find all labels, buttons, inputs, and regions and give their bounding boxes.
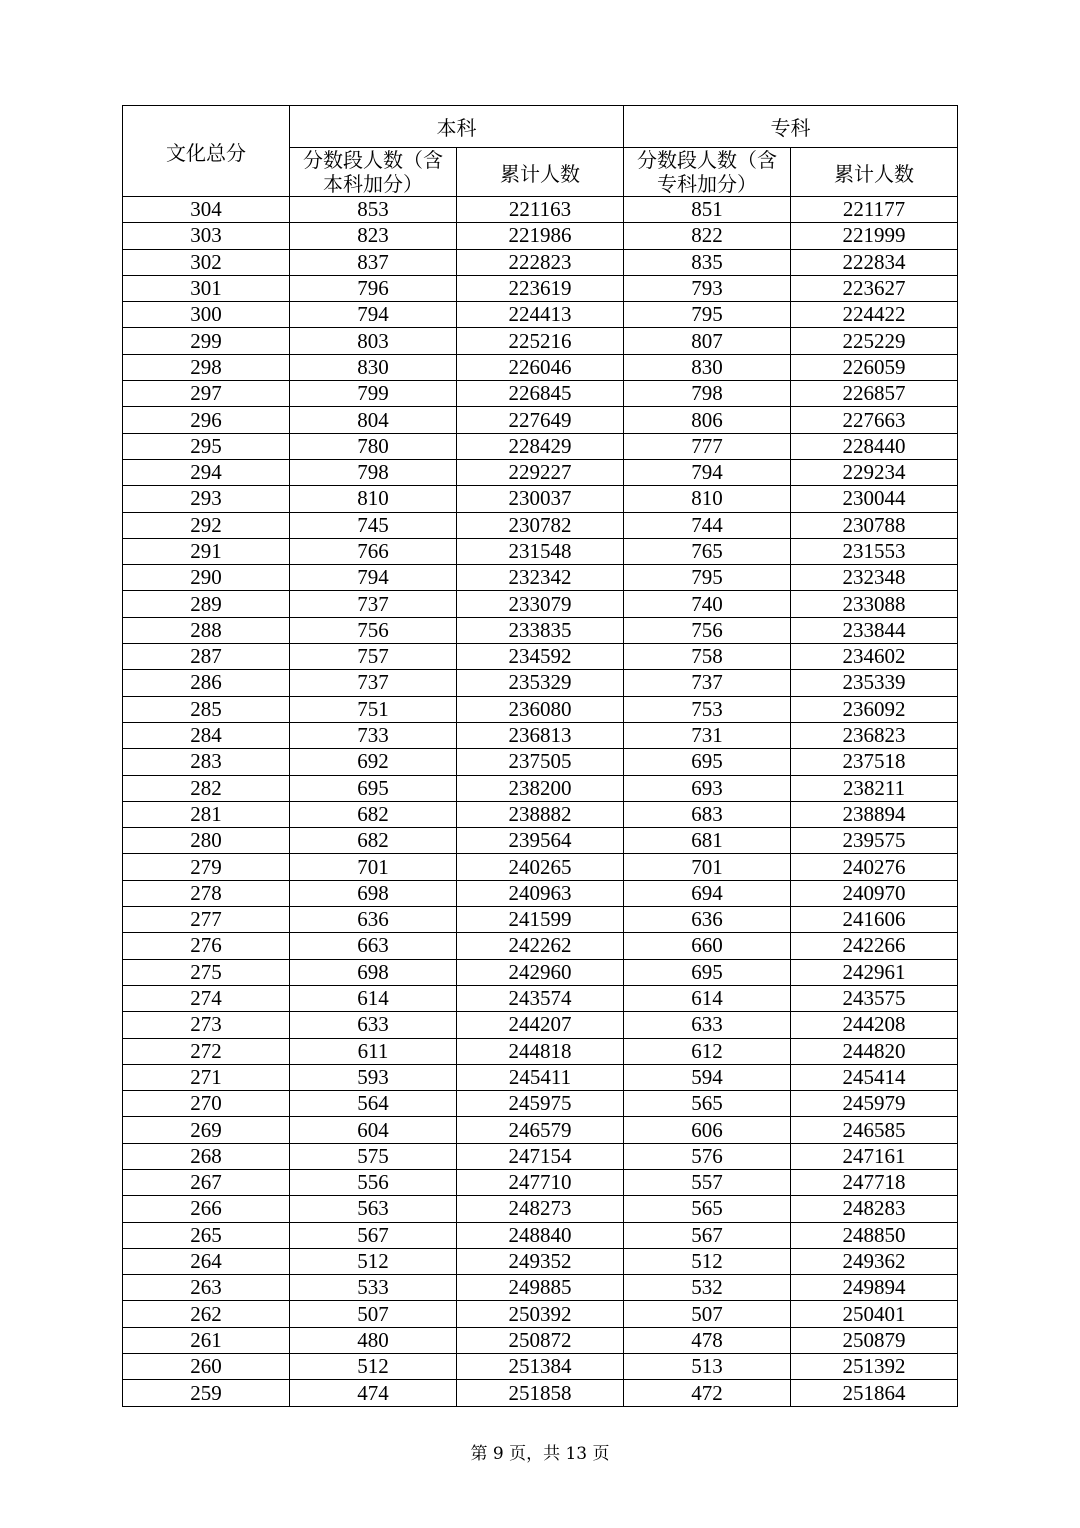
zhuanke-cumulative-cell: 238211 [791, 775, 958, 801]
zhuanke-segment-count-cell: 612 [624, 1038, 791, 1064]
benke-segment-count-cell: 614 [290, 985, 457, 1011]
score-cell: 277 [123, 907, 290, 933]
benke-segment-count-cell: 611 [290, 1038, 457, 1064]
table-row [123, 775, 958, 801]
table-row [123, 907, 958, 933]
benke-cumulative-cell: 249352 [457, 1248, 624, 1274]
table-row [123, 749, 958, 775]
zhuanke-cumulative-cell: 249362 [791, 1248, 958, 1274]
score-cell: 260 [123, 1354, 290, 1380]
zhuanke-cumulative-cell: 244208 [791, 1012, 958, 1038]
benke-segment-count-cell: 663 [290, 933, 457, 959]
benke-cumulative-cell: 249885 [457, 1275, 624, 1301]
zhuanke-segment-count-cell: 793 [624, 275, 791, 301]
zhuanke-cumulative-cell: 227663 [791, 407, 958, 433]
zhuanke-segment-count-cell: 636 [624, 907, 791, 933]
benke-cumulative-cell: 233835 [457, 617, 624, 643]
table-row [123, 1354, 958, 1380]
zhuanke-cumulative-cell: 243575 [791, 985, 958, 1011]
benke-segment-count-cell: 737 [290, 591, 457, 617]
zhuanke-cumulative-cell: 226857 [791, 381, 958, 407]
score-cell: 267 [123, 1169, 290, 1195]
benke-cumulative-cell: 228429 [457, 433, 624, 459]
benke-segment-count-cell: 692 [290, 749, 457, 775]
table-row [123, 1117, 958, 1143]
score-cell: 297 [123, 381, 290, 407]
zhuanke-cumulative-cell: 224422 [791, 302, 958, 328]
table-row [123, 1143, 958, 1169]
benke-segment-count-cell: 563 [290, 1196, 457, 1222]
zhuanke-cumulative-cell: 245979 [791, 1091, 958, 1117]
zhuanke-segment-count-cell: 795 [624, 565, 791, 591]
table-row [123, 1301, 958, 1327]
zhuanke-segment-count-cell: 594 [624, 1064, 791, 1090]
score-cell: 280 [123, 828, 290, 854]
score-cell: 261 [123, 1327, 290, 1353]
score-cell: 296 [123, 407, 290, 433]
zhuanke-cumulative-cell: 228440 [791, 433, 958, 459]
benke-segment-count-cell: 745 [290, 512, 457, 538]
zhuanke-cumulative-cell: 246585 [791, 1117, 958, 1143]
score-cell: 270 [123, 1091, 290, 1117]
zhuanke-cumulative-cell: 232348 [791, 565, 958, 591]
zhuanke-segment-count-cell: 744 [624, 512, 791, 538]
zhuanke-cumulative-cell: 233088 [791, 591, 958, 617]
benke-segment-count-cell: 810 [290, 486, 457, 512]
table-row [123, 959, 958, 985]
header-benke-segment-line2: 本科加分） [323, 172, 423, 196]
header-total-score: 文化总分 [123, 106, 290, 197]
benke-cumulative-cell: 244818 [457, 1038, 624, 1064]
table-row [123, 1091, 958, 1117]
benke-segment-count-cell: 507 [290, 1301, 457, 1327]
table-row [123, 565, 958, 591]
zhuanke-cumulative-cell: 221177 [791, 197, 958, 223]
zhuanke-cumulative-cell: 251864 [791, 1380, 958, 1406]
score-cell: 273 [123, 1012, 290, 1038]
benke-cumulative-cell: 222823 [457, 249, 624, 275]
zhuanke-cumulative-cell: 242266 [791, 933, 958, 959]
zhuanke-cumulative-cell: 226059 [791, 354, 958, 380]
table-row [123, 722, 958, 748]
zhuanke-segment-count-cell: 532 [624, 1275, 791, 1301]
benke-segment-count-cell: 512 [290, 1354, 457, 1380]
page-footer: 第 9 页，共 13 页 [470, 1444, 610, 1464]
zhuanke-segment-count-cell: 633 [624, 1012, 791, 1038]
score-cell: 282 [123, 775, 290, 801]
zhuanke-segment-count-cell: 851 [624, 197, 791, 223]
benke-cumulative-cell: 247154 [457, 1143, 624, 1169]
benke-segment-count-cell: 799 [290, 381, 457, 407]
benke-cumulative-cell: 236080 [457, 696, 624, 722]
score-cell: 264 [123, 1248, 290, 1274]
table-row [123, 486, 958, 512]
table-row [123, 985, 958, 1011]
table-row [123, 1064, 958, 1090]
header-zhuanke-segment-line1: 分数段人数（含 [637, 148, 777, 172]
zhuanke-cumulative-cell: 234602 [791, 644, 958, 670]
table-row [123, 801, 958, 827]
benke-cumulative-cell: 225216 [457, 328, 624, 354]
zhuanke-segment-count-cell: 693 [624, 775, 791, 801]
score-distribution-table [122, 105, 958, 1407]
zhuanke-cumulative-cell: 250879 [791, 1327, 958, 1353]
score-cell: 301 [123, 275, 290, 301]
zhuanke-segment-count-cell: 807 [624, 328, 791, 354]
benke-cumulative-cell: 245975 [457, 1091, 624, 1117]
score-cell: 262 [123, 1301, 290, 1327]
header-zhuanke-segment-line2: 专科加分） [657, 172, 757, 196]
score-cell: 304 [123, 197, 290, 223]
table-row [123, 512, 958, 538]
zhuanke-segment-count-cell: 565 [624, 1091, 791, 1117]
score-cell: 298 [123, 354, 290, 380]
zhuanke-cumulative-cell: 233844 [791, 617, 958, 643]
zhuanke-cumulative-cell: 250401 [791, 1301, 958, 1327]
zhuanke-cumulative-cell: 247161 [791, 1143, 958, 1169]
header-group-benke: 本科 [290, 106, 624, 148]
score-cell: 279 [123, 854, 290, 880]
score-cell: 291 [123, 538, 290, 564]
benke-segment-count-cell: 512 [290, 1248, 457, 1274]
benke-cumulative-cell: 246579 [457, 1117, 624, 1143]
benke-cumulative-cell: 243574 [457, 985, 624, 1011]
zhuanke-cumulative-cell: 239575 [791, 828, 958, 854]
table-row [123, 696, 958, 722]
table-row [123, 644, 958, 670]
zhuanke-cumulative-cell: 240276 [791, 854, 958, 880]
benke-cumulative-cell: 240963 [457, 880, 624, 906]
table-row [123, 223, 958, 249]
zhuanke-segment-count-cell: 614 [624, 985, 791, 1011]
benke-cumulative-cell: 251384 [457, 1354, 624, 1380]
zhuanke-segment-count-cell: 701 [624, 854, 791, 880]
benke-cumulative-cell: 248840 [457, 1222, 624, 1248]
benke-segment-count-cell: 682 [290, 828, 457, 854]
benke-cumulative-cell: 237505 [457, 749, 624, 775]
zhuanke-segment-count-cell: 822 [624, 223, 791, 249]
zhuanke-segment-count-cell: 660 [624, 933, 791, 959]
zhuanke-segment-count-cell: 753 [624, 696, 791, 722]
benke-cumulative-cell: 245411 [457, 1064, 624, 1090]
score-cell: 299 [123, 328, 290, 354]
benke-cumulative-cell: 224413 [457, 302, 624, 328]
zhuanke-segment-count-cell: 795 [624, 302, 791, 328]
benke-cumulative-cell: 242960 [457, 959, 624, 985]
zhuanke-segment-count-cell: 606 [624, 1117, 791, 1143]
zhuanke-cumulative-cell: 236823 [791, 722, 958, 748]
zhuanke-segment-count-cell: 794 [624, 459, 791, 485]
benke-cumulative-cell: 247710 [457, 1169, 624, 1195]
benke-segment-count-cell: 695 [290, 775, 457, 801]
benke-segment-count-cell: 733 [290, 722, 457, 748]
table-body [123, 197, 958, 1407]
benke-segment-count-cell: 794 [290, 302, 457, 328]
zhuanke-cumulative-cell: 244820 [791, 1038, 958, 1064]
table-row [123, 617, 958, 643]
score-cell: 274 [123, 985, 290, 1011]
table-row [123, 197, 958, 223]
table-row [123, 1012, 958, 1038]
zhuanke-cumulative-cell: 221999 [791, 223, 958, 249]
score-cell: 295 [123, 433, 290, 459]
score-cell: 268 [123, 1143, 290, 1169]
score-cell: 278 [123, 880, 290, 906]
zhuanke-segment-count-cell: 694 [624, 880, 791, 906]
benke-cumulative-cell: 230782 [457, 512, 624, 538]
zhuanke-segment-count-cell: 737 [624, 670, 791, 696]
zhuanke-segment-count-cell: 683 [624, 801, 791, 827]
benke-segment-count-cell: 480 [290, 1327, 457, 1353]
zhuanke-cumulative-cell: 241606 [791, 907, 958, 933]
zhuanke-cumulative-cell: 238894 [791, 801, 958, 827]
table-row [123, 1038, 958, 1064]
zhuanke-cumulative-cell: 222834 [791, 249, 958, 275]
benke-segment-count-cell: 796 [290, 275, 457, 301]
zhuanke-segment-count-cell: 765 [624, 538, 791, 564]
table-row [123, 1275, 958, 1301]
table-row [123, 591, 958, 617]
score-cell: 284 [123, 722, 290, 748]
score-cell: 286 [123, 670, 290, 696]
zhuanke-segment-count-cell: 512 [624, 1248, 791, 1274]
benke-segment-count-cell: 837 [290, 249, 457, 275]
zhuanke-segment-count-cell: 557 [624, 1169, 791, 1195]
benke-cumulative-cell: 250872 [457, 1327, 624, 1353]
table-row [123, 1169, 958, 1195]
score-cell: 288 [123, 617, 290, 643]
zhuanke-segment-count-cell: 756 [624, 617, 791, 643]
header-zhuanke-segment-count [624, 148, 791, 197]
benke-segment-count-cell: 853 [290, 197, 457, 223]
table-row [123, 933, 958, 959]
benke-segment-count-cell: 737 [290, 670, 457, 696]
score-cell: 292 [123, 512, 290, 538]
table-row [123, 407, 958, 433]
benke-segment-count-cell: 567 [290, 1222, 457, 1248]
benke-cumulative-cell: 226046 [457, 354, 624, 380]
benke-cumulative-cell: 232342 [457, 565, 624, 591]
zhuanke-segment-count-cell: 681 [624, 828, 791, 854]
benke-cumulative-cell: 229227 [457, 459, 624, 485]
score-cell: 293 [123, 486, 290, 512]
zhuanke-segment-count-cell: 740 [624, 591, 791, 617]
zhuanke-segment-count-cell: 731 [624, 722, 791, 748]
benke-cumulative-cell: 226845 [457, 381, 624, 407]
benke-segment-count-cell: 803 [290, 328, 457, 354]
zhuanke-segment-count-cell: 695 [624, 959, 791, 985]
benke-segment-count-cell: 830 [290, 354, 457, 380]
table-row [123, 381, 958, 407]
benke-cumulative-cell: 234592 [457, 644, 624, 670]
benke-segment-count-cell: 794 [290, 565, 457, 591]
benke-cumulative-cell: 239564 [457, 828, 624, 854]
zhuanke-cumulative-cell: 248850 [791, 1222, 958, 1248]
benke-cumulative-cell: 248273 [457, 1196, 624, 1222]
zhuanke-segment-count-cell: 758 [624, 644, 791, 670]
table-row [123, 459, 958, 485]
table-row [123, 1327, 958, 1353]
zhuanke-cumulative-cell: 230044 [791, 486, 958, 512]
score-cell: 259 [123, 1380, 290, 1406]
zhuanke-segment-count-cell: 576 [624, 1143, 791, 1169]
zhuanke-cumulative-cell: 225229 [791, 328, 958, 354]
header-zhuanke-cumulative: 累计人数 [791, 148, 958, 197]
table-row [123, 538, 958, 564]
zhuanke-segment-count-cell: 810 [624, 486, 791, 512]
benke-segment-count-cell: 698 [290, 959, 457, 985]
benke-cumulative-cell: 235329 [457, 670, 624, 696]
table-row [123, 249, 958, 275]
score-cell: 285 [123, 696, 290, 722]
score-cell: 281 [123, 801, 290, 827]
zhuanke-segment-count-cell: 798 [624, 381, 791, 407]
benke-segment-count-cell: 756 [290, 617, 457, 643]
score-cell: 283 [123, 749, 290, 775]
score-cell: 265 [123, 1222, 290, 1248]
score-cell: 294 [123, 459, 290, 485]
benke-cumulative-cell: 240265 [457, 854, 624, 880]
benke-cumulative-cell: 231548 [457, 538, 624, 564]
benke-segment-count-cell: 766 [290, 538, 457, 564]
zhuanke-cumulative-cell: 237518 [791, 749, 958, 775]
table-row [123, 433, 958, 459]
benke-segment-count-cell: 757 [290, 644, 457, 670]
benke-segment-count-cell: 633 [290, 1012, 457, 1038]
benke-cumulative-cell: 233079 [457, 591, 624, 617]
score-cell: 271 [123, 1064, 290, 1090]
zhuanke-segment-count-cell: 565 [624, 1196, 791, 1222]
table-header [123, 106, 958, 197]
benke-cumulative-cell: 221163 [457, 197, 624, 223]
header-benke-segment-count [290, 148, 457, 197]
zhuanke-cumulative-cell: 235339 [791, 670, 958, 696]
table-row [123, 1222, 958, 1248]
zhuanke-cumulative-cell: 248283 [791, 1196, 958, 1222]
zhuanke-segment-count-cell: 695 [624, 749, 791, 775]
score-cell: 303 [123, 223, 290, 249]
score-cell: 269 [123, 1117, 290, 1143]
benke-cumulative-cell: 242262 [457, 933, 624, 959]
header-group-zhuanke: 专科 [624, 106, 958, 148]
zhuanke-segment-count-cell: 567 [624, 1222, 791, 1248]
zhuanke-cumulative-cell: 229234 [791, 459, 958, 485]
zhuanke-segment-count-cell: 472 [624, 1380, 791, 1406]
zhuanke-cumulative-cell: 240970 [791, 880, 958, 906]
score-cell: 300 [123, 302, 290, 328]
benke-segment-count-cell: 698 [290, 880, 457, 906]
zhuanke-cumulative-cell: 249894 [791, 1275, 958, 1301]
benke-segment-count-cell: 823 [290, 223, 457, 249]
zhuanke-cumulative-cell: 236092 [791, 696, 958, 722]
benke-segment-count-cell: 556 [290, 1169, 457, 1195]
score-cell: 290 [123, 565, 290, 591]
zhuanke-cumulative-cell: 251392 [791, 1354, 958, 1380]
benke-segment-count-cell: 682 [290, 801, 457, 827]
benke-segment-count-cell: 604 [290, 1117, 457, 1143]
benke-segment-count-cell: 474 [290, 1380, 457, 1406]
benke-segment-count-cell: 798 [290, 459, 457, 485]
table-row [123, 302, 958, 328]
header-benke-segment-line1: 分数段人数（含 [303, 148, 443, 172]
score-cell: 276 [123, 933, 290, 959]
table-row [123, 328, 958, 354]
zhuanke-segment-count-cell: 777 [624, 433, 791, 459]
table-row [123, 670, 958, 696]
zhuanke-cumulative-cell: 247718 [791, 1169, 958, 1195]
zhuanke-segment-count-cell: 830 [624, 354, 791, 380]
zhuanke-segment-count-cell: 835 [624, 249, 791, 275]
zhuanke-cumulative-cell: 231553 [791, 538, 958, 564]
table-row [123, 854, 958, 880]
zhuanke-cumulative-cell: 242961 [791, 959, 958, 985]
zhuanke-segment-count-cell: 513 [624, 1354, 791, 1380]
score-cell: 289 [123, 591, 290, 617]
benke-segment-count-cell: 636 [290, 907, 457, 933]
benke-segment-count-cell: 593 [290, 1064, 457, 1090]
benke-cumulative-cell: 230037 [457, 486, 624, 512]
table-row [123, 828, 958, 854]
zhuanke-cumulative-cell: 230788 [791, 512, 958, 538]
benke-cumulative-cell: 250392 [457, 1301, 624, 1327]
zhuanke-cumulative-cell: 245414 [791, 1064, 958, 1090]
table-row [123, 1380, 958, 1406]
zhuanke-cumulative-cell: 223627 [791, 275, 958, 301]
benke-segment-count-cell: 804 [290, 407, 457, 433]
table-row [123, 275, 958, 301]
benke-segment-count-cell: 575 [290, 1143, 457, 1169]
benke-segment-count-cell: 780 [290, 433, 457, 459]
benke-cumulative-cell: 251858 [457, 1380, 624, 1406]
benke-segment-count-cell: 751 [290, 696, 457, 722]
benke-segment-count-cell: 533 [290, 1275, 457, 1301]
benke-segment-count-cell: 564 [290, 1091, 457, 1117]
benke-cumulative-cell: 223619 [457, 275, 624, 301]
zhuanke-segment-count-cell: 507 [624, 1301, 791, 1327]
table-row [123, 354, 958, 380]
benke-cumulative-cell: 241599 [457, 907, 624, 933]
score-cell: 266 [123, 1196, 290, 1222]
benke-cumulative-cell: 238200 [457, 775, 624, 801]
table-row [123, 1248, 958, 1274]
score-cell: 302 [123, 249, 290, 275]
zhuanke-segment-count-cell: 806 [624, 407, 791, 433]
benke-cumulative-cell: 227649 [457, 407, 624, 433]
score-cell: 275 [123, 959, 290, 985]
score-cell: 272 [123, 1038, 290, 1064]
table-row [123, 1196, 958, 1222]
benke-cumulative-cell: 244207 [457, 1012, 624, 1038]
benke-cumulative-cell: 221986 [457, 223, 624, 249]
benke-segment-count-cell: 701 [290, 854, 457, 880]
benke-cumulative-cell: 238882 [457, 801, 624, 827]
zhuanke-segment-count-cell: 478 [624, 1327, 791, 1353]
benke-cumulative-cell: 236813 [457, 722, 624, 748]
table-row [123, 880, 958, 906]
score-cell: 287 [123, 644, 290, 670]
header-benke-cumulative: 累计人数 [457, 148, 624, 197]
score-cell: 263 [123, 1275, 290, 1301]
